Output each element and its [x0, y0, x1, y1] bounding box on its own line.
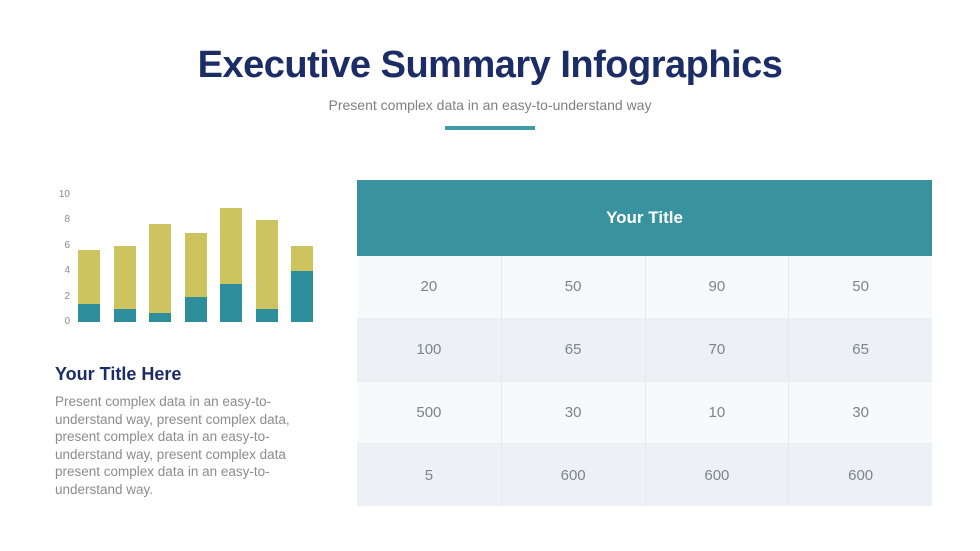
stacked-bar — [291, 246, 313, 322]
bar-top-segment — [114, 246, 136, 310]
bar-bottom-segment — [220, 284, 242, 322]
stacked-bar — [256, 220, 278, 322]
table-header: Your Title — [357, 180, 932, 256]
bar-top-segment — [149, 224, 171, 313]
y-axis-tick-label: 4 — [64, 265, 70, 277]
table-cell: 50 — [788, 256, 932, 318]
left-section-title: Your Title Here — [55, 364, 182, 384]
stacked-bar — [78, 250, 100, 322]
bar-top-segment — [78, 250, 100, 305]
stacked-bar — [185, 233, 207, 322]
y-axis-tick-label: 8 — [64, 214, 70, 226]
bar-bottom-segment — [114, 309, 136, 322]
table-cell: 65 — [788, 318, 932, 381]
table-cell: 90 — [645, 256, 789, 318]
bar-top-segment — [220, 208, 242, 284]
bar-bottom-segment — [149, 313, 171, 322]
table-cell: 50 — [501, 256, 645, 318]
stacked-bar — [149, 224, 171, 322]
bar-top-segment — [256, 220, 278, 309]
page-title: Executive Summary Infographics — [197, 44, 783, 86]
table-cell: 600 — [501, 443, 645, 506]
stacked-bar-chart — [52, 185, 332, 335]
table-cell: 600 — [788, 443, 932, 506]
table-cell: 65 — [501, 318, 645, 381]
table-cell: 30 — [788, 381, 932, 444]
stacked-bar — [220, 208, 242, 322]
stacked-bar — [114, 246, 136, 322]
y-axis-tick-label: 10 — [58, 189, 70, 200]
table-cell: 500 — [357, 381, 501, 444]
y-axis-tick-label: 0 — [64, 316, 70, 327]
table-cell: 10 — [645, 381, 789, 444]
left-section-body: Present complex data in an easy-to-understand way, present complex data, present complex data in an easy-to-understand way, present complex data present complex data in an easy-to-understand way. — [55, 394, 290, 497]
table-body — [357, 256, 932, 506]
data-table — [357, 180, 932, 506]
bar-bottom-segment — [256, 309, 278, 322]
table-cell: 20 — [357, 256, 501, 318]
table-cell: 600 — [645, 443, 789, 506]
y-axis-tick-label: 2 — [64, 290, 70, 302]
table-cell: 5 — [357, 443, 501, 506]
bar-top-segment — [185, 233, 207, 297]
table-cell: 100 — [357, 318, 501, 381]
bar-bottom-segment — [291, 271, 313, 322]
bar-bottom-segment — [78, 304, 100, 322]
bar-bottom-segment — [185, 297, 207, 322]
divider-accent-line — [445, 126, 535, 130]
bar-top-segment — [291, 246, 313, 271]
table-cell: 70 — [645, 318, 789, 381]
page-subtitle: Present complex data in an easy-to-understand way — [328, 97, 652, 113]
y-axis-tick-label: 6 — [64, 239, 70, 251]
table-cell: 30 — [501, 381, 645, 444]
